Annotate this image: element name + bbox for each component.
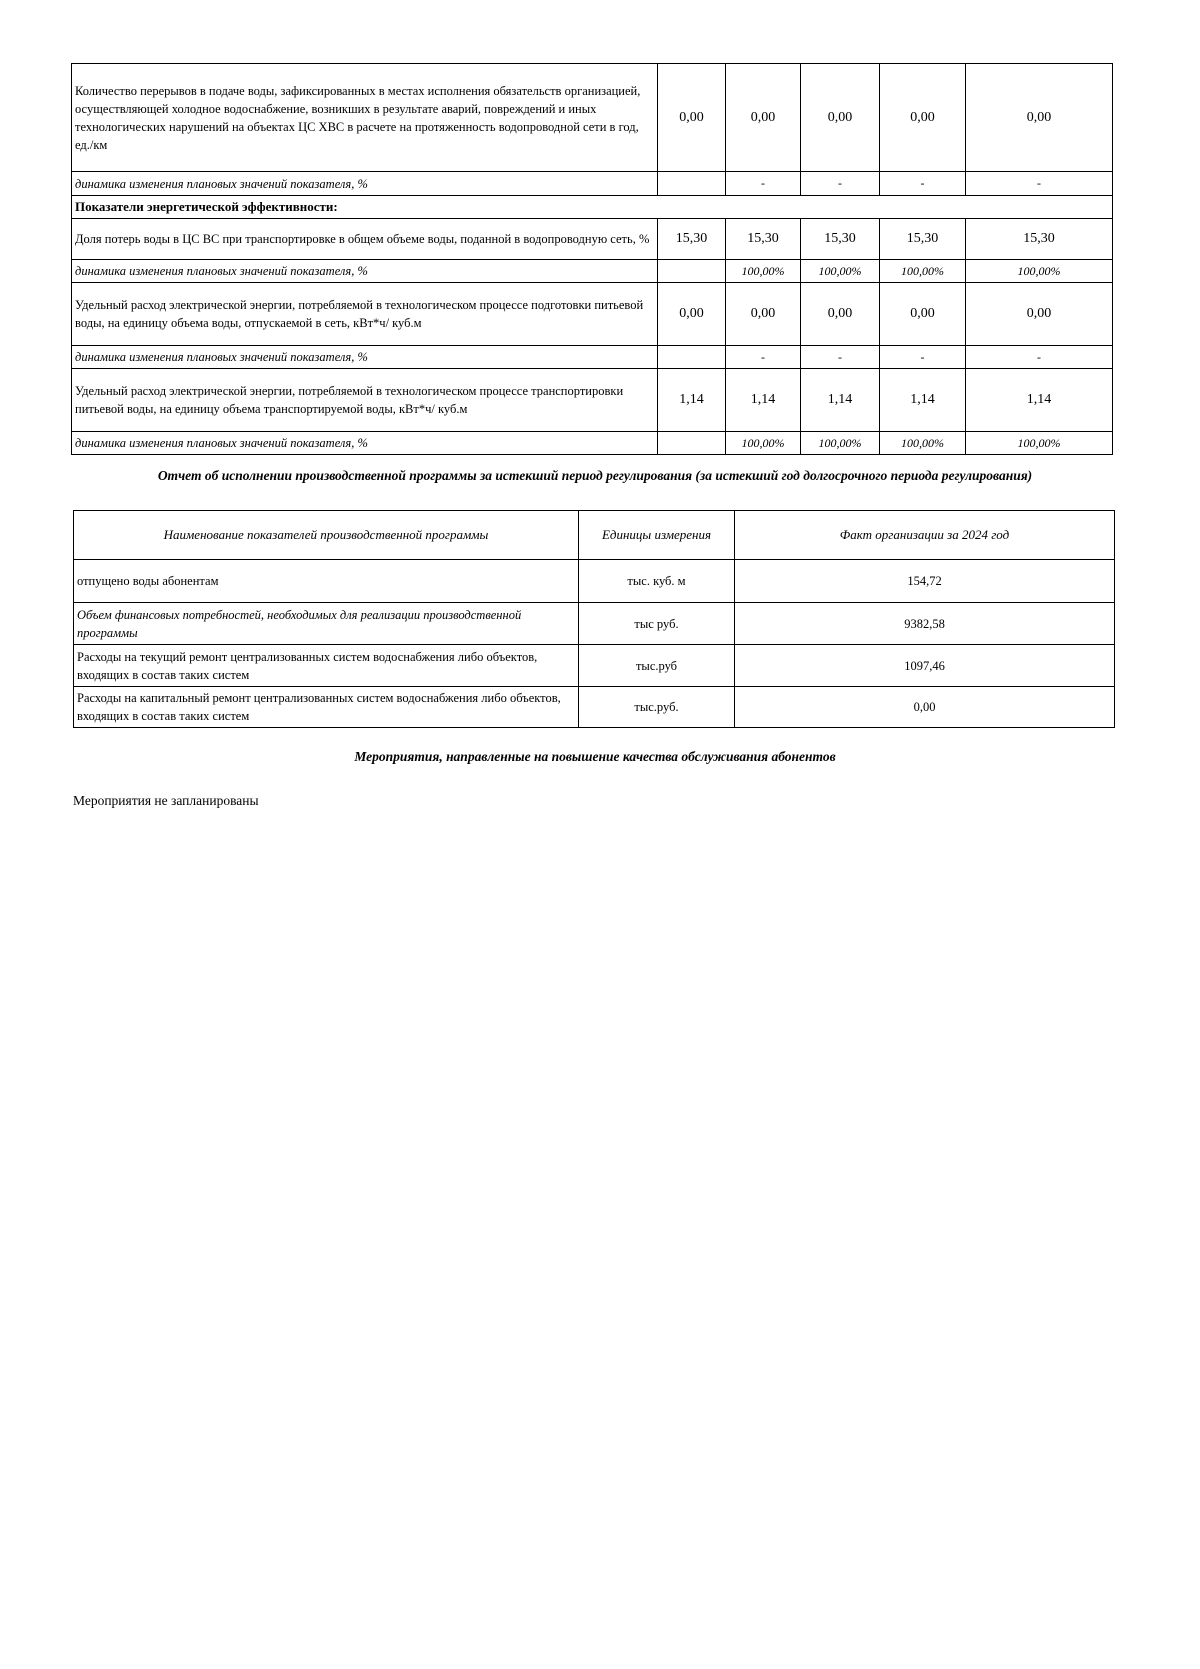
table-row xyxy=(72,196,1113,219)
indicator-label: Количество перерывов в подаче воды, зафиксированных в местах исполнения обязательств организацией, осуществляющей холодное водоснабжение, возникших в результате аварий, повреждений и иных технологических нарушений на объектах ЦС ХВС в расчете на протяженность водопроводной сети в год, ед./км xyxy=(72,64,658,172)
indicator-value: 0,00 xyxy=(726,283,801,346)
report-item-value: 154,72 xyxy=(735,560,1115,603)
table-row xyxy=(72,283,1113,346)
indicator-value: 1,14 xyxy=(880,369,966,432)
table-row xyxy=(74,645,1115,687)
indicator-value: 0,00 xyxy=(801,283,880,346)
indicator-value: 1,14 xyxy=(801,369,880,432)
dynamics-value: - xyxy=(801,346,880,369)
table-header-row xyxy=(74,511,1115,560)
report-item-name: отпущено воды абонентам xyxy=(74,560,579,603)
indicator-value: 1,14 xyxy=(966,369,1113,432)
indicator-value: 0,00 xyxy=(726,64,801,172)
table-row xyxy=(72,432,1113,455)
table-row xyxy=(72,369,1113,432)
report-item-name: Расходы на текущий ремонт централизованных систем водоснабжения либо объектов, входящих в состав таких систем xyxy=(74,645,579,687)
table-row xyxy=(72,219,1113,260)
table-row xyxy=(72,346,1113,369)
measures-note: Мероприятия не запланированы xyxy=(73,793,259,808)
report-item-value: 1097,46 xyxy=(735,645,1115,687)
report-item-value: 0,00 xyxy=(735,687,1115,728)
dynamics-value xyxy=(658,432,726,455)
indicator-label: Удельный расход электрической энергии, потребляемой в технологическом процессе транспортировки питьевой воды, на единицу объема транспортируемой воды, кВт*ч/ куб.м xyxy=(72,369,658,432)
measures-heading: Мероприятия, направленные на повышение качества обслуживания абонентов xyxy=(354,749,836,764)
report-item-unit: тыс руб. xyxy=(579,603,735,645)
report-item-unit: тыс. куб. м xyxy=(579,560,735,603)
table-row xyxy=(74,687,1115,728)
dynamics-value xyxy=(658,346,726,369)
dynamics-value: - xyxy=(880,172,966,196)
dynamics-label: динамика изменения плановых значений показателя, % xyxy=(72,432,658,455)
indicator-value: 1,14 xyxy=(726,369,801,432)
table-row xyxy=(72,172,1113,196)
dynamics-value: 100,00% xyxy=(801,260,880,283)
dynamics-value: - xyxy=(966,172,1113,196)
indicator-label: Удельный расход электрической энергии, потребляемой в технологическом процессе подготовки питьевой воды, на единицу объема воды, отпускаемой в сеть, кВт*ч/ куб.м xyxy=(72,283,658,346)
column-header: Единицы измерения xyxy=(579,511,735,560)
dynamics-value: - xyxy=(880,346,966,369)
report-heading: Отчет об исполнении производственной программы за истекший период регулирования (за истекший год долгосрочного периода регулирования) xyxy=(157,468,1033,483)
table-row xyxy=(74,560,1115,603)
indicators-table xyxy=(71,63,1113,455)
indicator-value: 15,30 xyxy=(658,219,726,260)
section-heading: Показатели энергетической эффективности: xyxy=(72,196,1113,219)
dynamics-value: - xyxy=(966,346,1113,369)
dynamics-label: динамика изменения плановых значений показателя, % xyxy=(72,172,658,196)
report-table xyxy=(73,510,1115,728)
table-row xyxy=(74,603,1115,645)
indicator-value: 1,14 xyxy=(658,369,726,432)
report-item-name: Расходы на капитальный ремонт централизованных систем водоснабжения либо объектов, входящих в состав таких систем xyxy=(74,687,579,728)
indicator-value: 15,30 xyxy=(966,219,1113,260)
dynamics-value: 100,00% xyxy=(966,260,1113,283)
dynamics-value: 100,00% xyxy=(726,432,801,455)
indicator-value: 0,00 xyxy=(658,64,726,172)
report-item-name: Объем финансовых потребностей, необходимых для реализации производственной программы xyxy=(74,603,579,645)
report-item-unit: тыс.руб xyxy=(579,645,735,687)
table-row xyxy=(72,260,1113,283)
indicator-value: 15,30 xyxy=(801,219,880,260)
dynamics-value: - xyxy=(726,172,801,196)
dynamics-value: - xyxy=(726,346,801,369)
dynamics-value xyxy=(658,172,726,196)
indicator-value: 15,30 xyxy=(726,219,801,260)
report-item-value: 9382,58 xyxy=(735,603,1115,645)
column-header: Факт организации за 2024 год xyxy=(735,511,1115,560)
dynamics-value: 100,00% xyxy=(726,260,801,283)
report-item-unit: тыс.руб. xyxy=(579,687,735,728)
dynamics-value: 100,00% xyxy=(966,432,1113,455)
indicator-value: 0,00 xyxy=(966,283,1113,346)
indicator-label: Доля потерь воды в ЦС ВС при транспортировке в общем объеме воды, поданной в водопроводную сеть, % xyxy=(72,219,658,260)
dynamics-value: - xyxy=(801,172,880,196)
indicator-value: 15,30 xyxy=(880,219,966,260)
dynamics-value xyxy=(658,260,726,283)
dynamics-value: 100,00% xyxy=(880,432,966,455)
dynamics-label: динамика изменения плановых значений показателя, % xyxy=(72,260,658,283)
indicator-value: 0,00 xyxy=(880,64,966,172)
indicator-value: 0,00 xyxy=(966,64,1113,172)
indicator-value: 0,00 xyxy=(880,283,966,346)
dynamics-label: динамика изменения плановых значений показателя, % xyxy=(72,346,658,369)
indicator-value: 0,00 xyxy=(658,283,726,346)
dynamics-value: 100,00% xyxy=(880,260,966,283)
indicator-value: 0,00 xyxy=(801,64,880,172)
column-header: Наименование показателей производственной программы xyxy=(74,511,579,560)
table-row xyxy=(72,64,1113,172)
dynamics-value: 100,00% xyxy=(801,432,880,455)
